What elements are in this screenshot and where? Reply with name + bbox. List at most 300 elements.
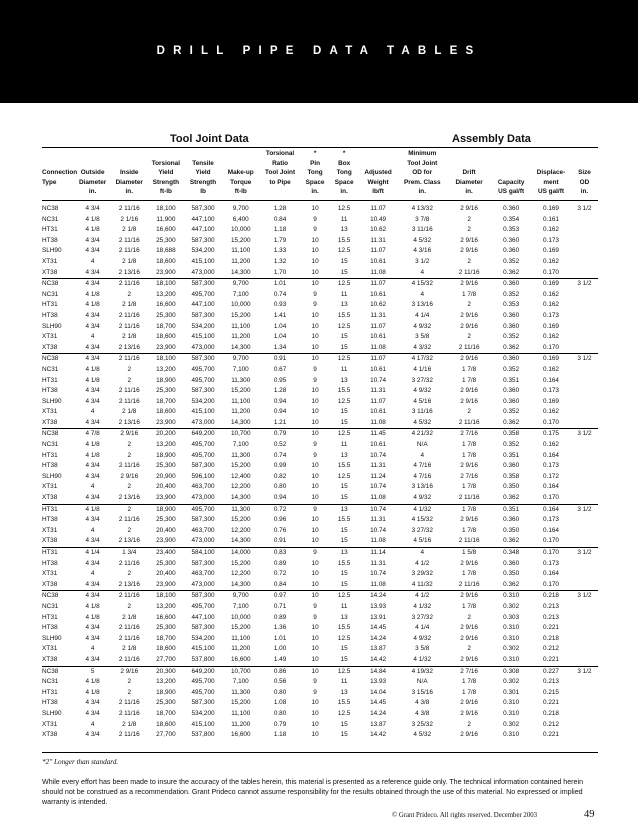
cell-displacement: 0.218	[531, 591, 571, 602]
column-header-table	[42, 149, 598, 197]
cell-make-up-torque: 11,300	[231, 376, 251, 384]
cell-adjusted-weight: 10.61	[370, 408, 387, 416]
cell-size-od: 3 1/2	[571, 354, 598, 365]
cell-drift-diameter: 2	[467, 257, 471, 265]
cell-torsional-ratio: 1.04	[273, 322, 287, 330]
cell-adjusted-weight: 13.93	[370, 678, 387, 686]
cell-make-up-torque: 7,100	[232, 290, 249, 298]
cell-drift-diameter: 2	[467, 301, 471, 309]
cell-box-tong-space: 15.5	[337, 624, 351, 632]
col-header-line: Yield	[195, 169, 211, 177]
cell-capacity: 0.308	[491, 666, 531, 677]
table-row	[42, 709, 598, 720]
cell-adjusted-weight: 14.45	[370, 624, 387, 632]
cell-make-up-torque: 11,200	[231, 333, 251, 341]
cell-box-tong-space: 15.5	[337, 559, 351, 567]
cell-torsional-ratio: 0.94	[273, 408, 287, 416]
cell-displacement: 0.215	[542, 688, 559, 696]
cell-torsional-yield-strength: 16,600	[156, 301, 176, 309]
cell-box-tong-space: 15	[340, 526, 348, 534]
cell-box-tong-space: 13	[330, 548, 359, 559]
cell-outside-diameter: 4 1/8	[85, 215, 100, 223]
cell-outside-diameter: 4 3/4	[85, 709, 100, 717]
table-row	[42, 698, 598, 709]
cell-connection-type: XT38	[42, 268, 58, 276]
table-row	[42, 386, 598, 397]
cell-min-tool-joint-od: 4	[420, 451, 425, 459]
table-row	[42, 257, 598, 268]
cell-box-tong-space: 15.5	[337, 699, 351, 707]
col-header-line	[222, 159, 260, 169]
cell-drift-diameter: 2 9/16	[460, 311, 478, 319]
cell-connection-type: HT38	[42, 559, 58, 567]
table-row	[42, 354, 598, 365]
unit-inside-diameter: in.	[125, 188, 133, 196]
cell-outside-diameter: 4 1/4	[74, 548, 111, 559]
cell-drift-diameter: 2 11/16	[458, 494, 480, 502]
cell-connection-type: SLH90	[42, 247, 62, 255]
page-title-banner	[0, 0, 638, 103]
cell-tensile-yield-strength: 534,200	[191, 322, 215, 330]
cell-torsional-ratio: 0.74	[273, 451, 287, 459]
cell-drift-diameter: 2 9/16	[460, 397, 478, 405]
cell-torsional-yield-strength: 20,400	[156, 483, 176, 491]
cell-connection-type: HT38	[42, 699, 58, 707]
cell-torsional-ratio: 0.96	[273, 516, 287, 524]
cell-outside-diameter: 4 1/8	[85, 451, 100, 459]
cell-adjusted-weight: 10.61	[370, 441, 387, 449]
cell-inside-diameter: 2 13/16	[118, 268, 140, 276]
table-row	[42, 311, 598, 322]
cell-connection-type: XT31	[42, 720, 58, 728]
cell-capacity: 0.360	[503, 322, 520, 330]
cell-drift-diameter: 2 9/16	[460, 559, 478, 567]
cell-connection-type: HT31	[42, 451, 58, 459]
cell-box-tong-space: 12.5	[337, 247, 351, 255]
cell-min-tool-joint-od: 4 13/32	[411, 205, 433, 212]
cell-make-up-torque: 10,000	[230, 301, 251, 309]
cell-adjusted-weight: 10.74	[370, 376, 387, 384]
cell-torsional-yield-strength: 25,300	[156, 559, 176, 567]
cell-tensile-yield-strength: 649,200	[184, 666, 222, 677]
cell-inside-diameter: 2 11/16	[118, 516, 140, 524]
cell-size-od	[571, 634, 598, 645]
cell-connection-type: XT38	[42, 418, 58, 426]
table-row	[42, 720, 598, 731]
cell-size-od	[571, 215, 598, 226]
col-header-line: Strength	[152, 178, 180, 186]
cell-outside-diameter: 4 3/4	[85, 731, 100, 739]
cell-torsional-yield-strength: 25,300	[156, 387, 176, 395]
cell-make-up-torque: 15,200	[230, 387, 251, 395]
cell-capacity: 0.348	[491, 548, 531, 559]
cell-inside-diameter: 2 11/16	[118, 559, 140, 567]
table-row	[42, 322, 598, 333]
cell-box-tong-space: 12.5	[330, 591, 359, 602]
cell-connection-type: XT31	[42, 645, 58, 653]
cell-torsional-yield-strength: 23,900	[156, 580, 176, 588]
cell-drift-diameter: 2 11/16	[458, 580, 480, 588]
cell-min-tool-joint-od: 4 9/32	[413, 387, 432, 395]
cell-connection-type: NC31	[42, 290, 59, 298]
cell-capacity: 0.303	[503, 613, 520, 621]
cell-outside-diameter: 4 3/4	[85, 472, 100, 480]
col-header-line: Torsional	[265, 150, 295, 157]
table-row	[42, 472, 598, 483]
cell-min-tool-joint-od: 3 5/8	[415, 333, 430, 341]
cell-tensile-yield-strength: 415,100	[191, 333, 215, 341]
cell-make-up-torque: 15,200	[230, 462, 251, 470]
cell-torsional-ratio: 0.76	[273, 526, 287, 534]
cell-adjusted-weight: 11.07	[370, 322, 386, 330]
cell-adjusted-weight: 13.87	[370, 720, 387, 728]
cell-inside-diameter: 2 1/8	[122, 301, 137, 309]
cell-torsional-yield-strength: 18,600	[156, 257, 176, 265]
cell-box-tong-space: 15	[340, 483, 348, 491]
cell-adjusted-weight: 11.14	[359, 548, 398, 559]
cell-capacity: 0.302	[503, 645, 520, 653]
cell-inside-diameter: 2 1/8	[122, 645, 137, 653]
cell-tensile-yield-strength: 495,700	[191, 365, 215, 373]
cell-displacement: 0.173	[542, 387, 559, 395]
cell-torsional-ratio: 0.80	[273, 483, 287, 491]
col-header-outside-diameter	[74, 149, 111, 187]
cell-inside-diameter: 2	[127, 365, 132, 373]
cell-outside-diameter: 4	[90, 333, 95, 341]
cell-drift-diameter: 2 9/16	[447, 354, 491, 365]
cell-torsional-ratio: 0.67	[273, 365, 287, 373]
cell-torsional-ratio: 0.99	[273, 462, 287, 470]
cell-pin-tong-space: 10	[311, 236, 319, 244]
col-header-line: ment	[543, 178, 559, 186]
cell-displacement: 0.170	[542, 418, 559, 426]
cell-adjusted-weight: 10.74	[370, 570, 387, 578]
cell-torsional-yield-strength: 16,600	[156, 613, 176, 621]
cell-connection-type: SLH90	[42, 634, 62, 642]
cell-drift-diameter: 2 9/16	[460, 699, 478, 707]
cell-outside-diameter: 4 3/4	[85, 387, 100, 395]
cell-drift-diameter: 2 9/16	[460, 462, 478, 470]
cell-drift-diameter: 2 11/16	[458, 343, 480, 351]
cell-tensile-yield-strength: 473,000	[191, 494, 215, 502]
col-header-make-up-torque	[222, 149, 260, 187]
cell-inside-diameter: 2 11/16	[118, 462, 140, 470]
cell-outside-diameter: 4 3/4	[85, 236, 100, 244]
cell-outside-diameter: 4	[90, 720, 95, 728]
col-header-torsional-ratio	[260, 149, 301, 187]
cell-torsional-ratio: 0.91	[273, 537, 287, 545]
cell-connection-type: NC38	[42, 591, 74, 602]
cell-tensile-yield-strength: 473,000	[191, 580, 215, 588]
cell-torsional-ratio: 1.32	[273, 257, 287, 265]
header-top-rule	[42, 147, 598, 148]
cell-make-up-torque: 11,100	[231, 634, 251, 642]
cell-adjusted-weight: 10.49	[370, 215, 387, 223]
cell-torsional-ratio: 1.18	[273, 731, 287, 739]
col-header-line: OD	[579, 178, 590, 186]
cell-make-up-torque: 10,000	[230, 613, 251, 621]
cell-drift-diameter: 1 7/8	[462, 441, 477, 449]
cell-inside-diameter: 2 11/16	[111, 591, 148, 602]
cell-pin-tong-space: 10	[311, 537, 319, 545]
cell-torsional-yield-strength: 20,300	[148, 666, 185, 677]
cell-inside-diameter: 2 11/16	[111, 279, 148, 290]
cell-capacity: 0.362	[503, 494, 520, 502]
cell-adjusted-weight: 11.08	[370, 343, 386, 351]
cell-pin-tong-space: 9	[313, 441, 317, 449]
cell-size-od	[571, 257, 598, 268]
cell-drift-diameter: 2	[467, 720, 471, 728]
cell-torsional-ratio: 1.18	[273, 226, 287, 234]
cell-drift-diameter: 1 7/8	[447, 504, 491, 515]
cell-connection-type: XT38	[42, 731, 58, 739]
cell-make-up-torque: 11,200	[231, 645, 251, 653]
col-header-inside-diameter	[111, 149, 148, 187]
cell-min-tool-joint-od: 3 25/32	[411, 720, 433, 728]
cell-connection-type: XT38	[42, 494, 58, 502]
cell-adjusted-weight: 11.31	[370, 462, 386, 470]
cell-torsional-ratio: 0.94	[273, 397, 287, 405]
cell-make-up-torque: 9,700	[222, 591, 260, 602]
cell-torsional-yield-strength: 27,700	[156, 655, 176, 663]
cell-capacity: 0.362	[503, 418, 520, 426]
cell-drift-diameter: 2 9/16	[460, 322, 478, 330]
cell-pin-tong-space: 10	[311, 472, 319, 480]
col-header-line	[531, 159, 571, 169]
cell-min-tool-joint-od: 3 13/16	[411, 483, 433, 491]
cell-torsional-yield-strength: 18,600	[156, 645, 176, 653]
cell-tensile-yield-strength: 447,100	[191, 226, 215, 234]
cell-inside-diameter: 2	[111, 504, 148, 515]
table-row	[42, 204, 598, 215]
cell-torsional-yield-strength: 20,200	[148, 429, 185, 440]
cell-pin-tong-space: 9	[313, 602, 317, 610]
cell-adjusted-weight: 11.08	[370, 494, 386, 502]
cell-box-tong-space: 15.5	[337, 311, 351, 319]
cell-adjusted-weight: 11.08	[370, 580, 386, 588]
assembly-group-heading: Assembly Data	[452, 133, 531, 145]
cell-size-od: 3 1/2	[571, 429, 598, 440]
col-header-connection-type	[42, 149, 78, 187]
cell-size-od	[571, 482, 598, 493]
cell-drift-diameter: 2 7/16	[447, 429, 491, 440]
cell-tensile-yield-strength: 534,200	[191, 709, 215, 717]
cell-size-od	[571, 300, 598, 311]
cell-outside-diameter: 4 1/8	[85, 602, 100, 610]
cell-size-od: 3 1/2	[577, 205, 592, 212]
cell-size-od	[571, 343, 598, 354]
cell-torsional-ratio: 0.82	[273, 472, 287, 480]
cell-tensile-yield-strength: 495,700	[191, 451, 215, 459]
cell-tensile-yield-strength: 495,700	[191, 688, 215, 696]
col-header-capacity	[491, 149, 531, 187]
cell-make-up-torque: 7,100	[232, 602, 249, 610]
cell-box-tong-space: 15	[340, 731, 348, 739]
cell-size-od	[571, 461, 598, 472]
cell-pin-tong-space: 10	[301, 354, 330, 365]
cell-make-up-torque: 16,600	[230, 655, 251, 663]
cell-connection-type: XT38	[42, 343, 58, 351]
cell-tensile-yield-strength: 447,100	[191, 613, 215, 621]
cell-torsional-ratio: 0.80	[273, 709, 287, 717]
column-header-row	[42, 149, 598, 187]
cell-capacity: 0.351	[491, 504, 531, 515]
table-row	[42, 451, 598, 462]
cell-pin-tong-space: 10	[311, 720, 319, 728]
cell-box-tong-space: 15	[340, 720, 348, 728]
cell-capacity: 0.352	[503, 408, 520, 416]
table-row	[42, 613, 598, 624]
cell-torsional-ratio: 0.72	[260, 504, 301, 515]
cell-make-up-torque: 9,700	[222, 279, 260, 290]
cell-size-od: 3 1/2	[571, 591, 598, 602]
cell-adjusted-weight: 11.31	[370, 236, 386, 244]
col-header-line: Tool Joint	[407, 159, 438, 167]
cell-torsional-yield-strength: 25,300	[156, 516, 176, 524]
cell-box-tong-space: 15.5	[337, 516, 351, 524]
col-header-line: Diameter	[78, 178, 107, 186]
cell-connection-type: NC38	[42, 666, 74, 677]
table-row	[42, 677, 598, 688]
cell-size-od	[571, 268, 598, 279]
cell-make-up-torque: 14,300	[230, 494, 251, 502]
cell-pin-tong-space: 9	[301, 504, 330, 515]
cell-outside-diameter: 4 3/4	[85, 624, 100, 632]
cell-tensile-yield-strength: 587,300	[191, 387, 215, 395]
col-header-line	[491, 168, 531, 178]
table-row	[42, 407, 598, 418]
table-row	[42, 515, 598, 526]
cell-make-up-torque: 14,300	[230, 418, 251, 426]
cell-make-up-torque: 9,700	[222, 354, 260, 365]
cell-box-tong-space: 13	[340, 301, 348, 309]
cell-make-up-torque: 15,200	[230, 624, 251, 632]
cell-adjusted-weight: 11.31	[370, 387, 386, 395]
cell-connection-type: HT38	[42, 462, 58, 470]
cell-outside-diameter: 4	[90, 570, 95, 578]
cell-torsional-ratio: 0.93	[273, 301, 287, 309]
cell-size-od	[571, 493, 598, 504]
cell-pin-tong-space: 10	[311, 516, 319, 524]
cell-pin-tong-space: 9	[313, 688, 317, 696]
cell-displacement: 0.164	[542, 570, 559, 578]
cell-torsional-yield-strength: 23,900	[156, 418, 176, 426]
cell-displacement: 0.162	[542, 365, 559, 373]
cell-adjusted-weight: 11.07	[370, 397, 386, 405]
cell-capacity: 0.360	[503, 516, 520, 524]
cell-make-up-torque: 11,200	[231, 408, 251, 416]
cell-tensile-yield-strength: 537,800	[191, 655, 215, 663]
cell-drift-diameter: 2	[467, 645, 471, 653]
cell-pin-tong-space: 10	[311, 655, 319, 663]
copyright: © Grant Prideco. All rights reserved. December 2003	[392, 812, 538, 819]
cell-min-tool-joint-od: 3 1/2	[415, 257, 430, 265]
cell-inside-diameter: 2 1/16	[120, 215, 139, 223]
cell-connection-type: SLH90	[42, 322, 62, 330]
cell-pin-tong-space: 10	[301, 591, 330, 602]
cell-displacement: 0.173	[542, 236, 559, 244]
cell-torsional-yield-strength: 18,900	[148, 504, 185, 515]
cell-connection-type: HT31	[42, 226, 58, 234]
cell-size-od	[571, 290, 598, 301]
cell-outside-diameter: 4 3/4	[85, 699, 100, 707]
cell-box-tong-space: 15.5	[337, 387, 351, 395]
cell-torsional-yield-strength: 16,600	[156, 226, 176, 234]
cell-displacement: 0.164	[542, 376, 559, 384]
col-header-line	[74, 149, 111, 159]
col-header-line	[447, 159, 491, 169]
cell-pin-tong-space: 10	[311, 699, 319, 707]
cell-capacity: 0.360	[503, 397, 520, 405]
cell-capacity: 0.353	[503, 226, 520, 234]
cell-box-tong-space: 12.5	[337, 472, 351, 480]
cell-box-tong-space: 15	[340, 537, 348, 545]
table-row	[42, 591, 598, 602]
cell-outside-diameter: 4 1/8	[85, 301, 100, 309]
cell-box-tong-space: 12.5	[330, 354, 359, 365]
cell-inside-diameter: 2 1/8	[122, 720, 137, 728]
table-row	[42, 688, 598, 699]
cell-pin-tong-space: 10	[311, 559, 319, 567]
cell-inside-diameter: 2 11/16	[118, 236, 140, 244]
cell-tensile-yield-strength: 415,100	[191, 720, 215, 728]
cell-box-tong-space: 13	[330, 504, 359, 515]
cell-connection-type: XT31	[42, 483, 58, 491]
unit-pin-tong-space: in.	[311, 188, 319, 196]
cell-torsional-ratio: 1.34	[273, 343, 287, 351]
cell-adjusted-weight: 11.07	[370, 205, 386, 212]
cell-torsional-yield-strength: 25,300	[156, 311, 176, 319]
cell-make-up-torque: 11,100	[231, 247, 251, 255]
cell-make-up-torque: 11,300	[222, 504, 260, 515]
cell-torsional-yield-strength: 23,900	[156, 343, 176, 351]
cell-outside-diameter: 4 3/4	[85, 268, 100, 276]
cell-displacement: 0.221	[542, 624, 559, 632]
cell-drift-diameter: 2	[467, 408, 471, 416]
tool-joint-group-heading: Tool Joint Data	[170, 133, 249, 145]
cell-tensile-yield-strength: 495,700	[191, 290, 215, 298]
cell-pin-tong-space: 10	[311, 205, 319, 212]
cell-adjusted-weight: 14.24	[370, 709, 387, 717]
cell-tensile-yield-strength: 587,300	[191, 699, 215, 707]
cell-size-od: 3 1/2	[571, 279, 598, 290]
cell-inside-diameter: 2 11/16	[118, 624, 140, 632]
cell-capacity: 0.301	[503, 688, 520, 696]
table-row	[42, 397, 598, 408]
table-row	[42, 236, 598, 247]
cell-outside-diameter: 4 1/8	[85, 376, 100, 384]
cell-min-tool-joint-od: 3 11/16	[411, 408, 433, 416]
cell-drift-diameter: 2 9/16	[460, 634, 478, 642]
table-row	[42, 634, 598, 645]
cell-connection-type: SLH90	[42, 709, 62, 717]
cell-min-tool-joint-od: 4 1/32	[397, 504, 447, 515]
cell-inside-diameter: 2 9/16	[111, 666, 148, 677]
col-header-line: Displace-	[536, 169, 566, 177]
cell-torsional-yield-strength: 18,688	[156, 247, 176, 255]
cell-connection-type: NC31	[42, 441, 59, 449]
cell-make-up-torque: 14,000	[222, 548, 260, 559]
cell-capacity: 0.360	[503, 311, 520, 319]
cell-torsional-ratio: 0.79	[260, 429, 301, 440]
col-header-line: Tong	[336, 169, 352, 177]
cell-box-tong-space: 13	[340, 226, 348, 234]
cell-displacement: 0.169	[542, 247, 559, 255]
cell-displacement: 0.162	[542, 441, 559, 449]
cell-displacement: 0.173	[542, 462, 559, 470]
table-row	[42, 343, 598, 354]
cell-box-tong-space: 15	[340, 343, 348, 351]
